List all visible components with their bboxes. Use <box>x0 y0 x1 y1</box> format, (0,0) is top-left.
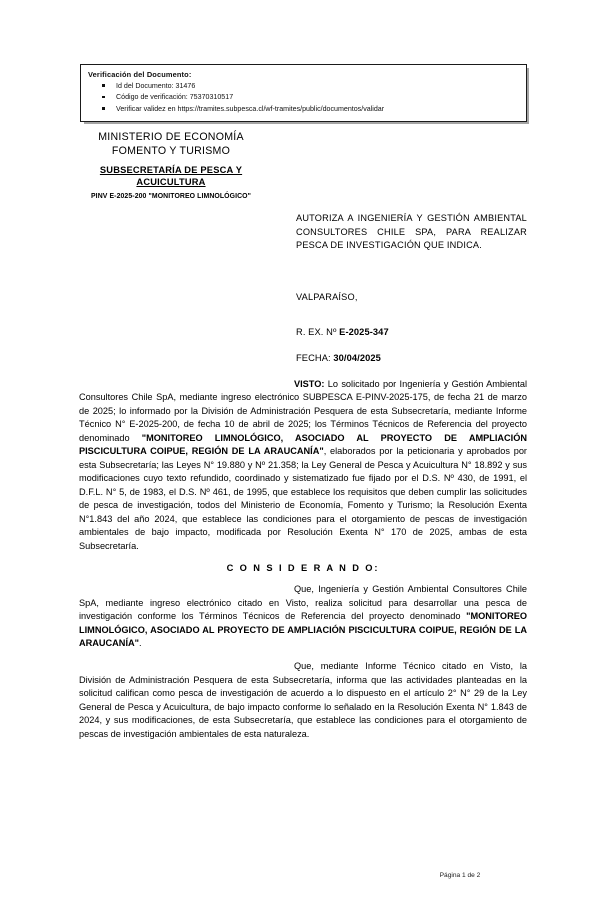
considerando-heading: C O N S I D E R A N D O: <box>226 563 380 574</box>
subsecretaria-name <box>42 164 300 188</box>
resolution-date <box>296 353 381 363</box>
verification-box <box>80 64 527 122</box>
visto-text-b: , elaborados por la peticionaria y aprobados por esta Subsecretaría; las Leyes N° 19.880 y Nº 21.358; la Ley General de Pesca y Acuicultura N° 18.892 y sus modificaciones cuyo texto refundido, coordinado y sistematizado fue fijado por el D.S. Nº 430, de 1991, el D.F.L. N° 5, de 1983, el D.S. Nº 461, de 1995, que establece los requisitos que deben cumplir las solicitudes de pesca de investigación, todos del Ministerio de Economía, Fomento y Turismo; la Resolución Exenta N°1.843 del año 2024, que establece las condiciones para el otorgamiento de pescas de investigación ambientales de bajo impacto, modificada por Resolución Exenta N° 170 de 2025, ambas de esta Subsecretaría. <box>79 446 527 551</box>
visto-label: VISTO: <box>294 379 325 389</box>
verification-list <box>88 81 519 115</box>
considerando-1-text-b: . <box>139 637 142 648</box>
ministry-line-2: FOMENTO Y TURISMO <box>111 144 231 157</box>
ministry-name <box>42 131 300 159</box>
subsecretaria-line-1: SUBSECRETARÍA DE PESCA Y <box>99 164 243 175</box>
verification-title: Verificación del Documento: <box>88 70 192 79</box>
verification-code: Código de verificación: 75370310517 <box>116 93 234 102</box>
list-item <box>88 92 519 103</box>
bullet-icon <box>102 107 105 110</box>
bullet-icon <box>102 96 105 99</box>
considerando-paragraph-1 <box>79 583 527 650</box>
page-footer <box>0 872 600 879</box>
considerando-2-text: Que, mediante Informe Técnico citado en Visto, la División de Administración Pesquera de esta Subsecretaría, informa que las actividades planteadas en la solicitud califican como pesca de investigación de acuerdo a lo dispuesto en el artículo 2° N° 29 de la Ley General de Pesca y Acuicultura, de bajo impacto conforme lo señalado en la Resolución Exenta N° 1.843 de 2024, y sus modificaciones, de esta Subsecretaría, que establece las condiciones para el otorgamiento de pescas de investigación ambientales de esta naturaleza. <box>79 661 527 739</box>
visto-paragraph <box>79 378 527 553</box>
document-subject: AUTORIZA A INGENIERÍA Y GESTIÓN AMBIENTAL CONSULTORES CHILE SPA, PARA REALIZAR PESCA DE INVESTIGACIÓN QUE INDICA. <box>296 213 527 251</box>
resolution-number-label: R. EX. Nº <box>296 327 340 337</box>
visto-text-a: Lo solicitado por Ingeniería y Gestión Ambiental Consultores Chile SpA, mediante ingreso electrónico SUBPESCA E-PINV-2025-175, de fecha 21 de marzo de 2025; lo informado por la División de Administración Pesquera de esta Subsecretaría, mediante Informe Técnico N° E-2025-200, de fecha 10 de abril de 2025; los Términos Técnicos de Referencia del proyecto denominado <box>79 379 527 443</box>
ministry-line-1: MINISTERIO DE ECONOMÍA <box>98 131 244 143</box>
resolution-date-value: 30/04/2025 <box>333 353 381 363</box>
letterhead <box>42 131 300 200</box>
list-item <box>88 104 519 115</box>
issue-place: VALPARAÍSO, <box>296 292 358 302</box>
resolution-date-label: FECHA: <box>296 353 334 363</box>
page-number: Página 1 de 2 <box>439 872 481 879</box>
considerando-1-text-a: Que, Ingeniería y Gestión Ambiental Consultores Chile SpA, mediante ingreso electrónico citado en Visto, realiza solicitud para desarrollar una pesca de investigación conforme los Términos Técnicos de Referencia del proyecto denominado <box>79 584 527 622</box>
list-item <box>88 81 519 92</box>
subsecretaria-line-2: ACUICULTURA <box>136 177 206 188</box>
verification-document-id: Id del Documento: 31476 <box>116 81 196 90</box>
visto-project-name: "MONITOREO LIMNOLÓGICO, ASOCIADO AL PROYECTO DE AMPLIACIÓN PISCICULTURA COIPUE, REGIÓN DE LA ARAUCANÍA" <box>79 432 528 457</box>
considerando-paragraph-2 <box>79 660 527 741</box>
verification-url: Verificar validez en https://tramites.subpesca.cl/wf-tramites/public/documentos/validar <box>116 104 385 113</box>
document-body <box>79 378 527 751</box>
resolution-number <box>296 327 389 337</box>
pinv-reference: PINV E-2025-200 "MONITOREO LIMNOLÓGICO" <box>90 193 251 201</box>
bullet-icon <box>102 84 105 87</box>
resolution-number-value: E-2025-347 <box>339 327 389 337</box>
considerando-1-project-name: "MONITOREO LIMNOLÓGICO, ASOCIADO AL PROYECTO DE AMPLIACIÓN PISCICULTURA COIPUE, REGIÓN DE LA ARAUCANÍA" <box>79 611 527 648</box>
